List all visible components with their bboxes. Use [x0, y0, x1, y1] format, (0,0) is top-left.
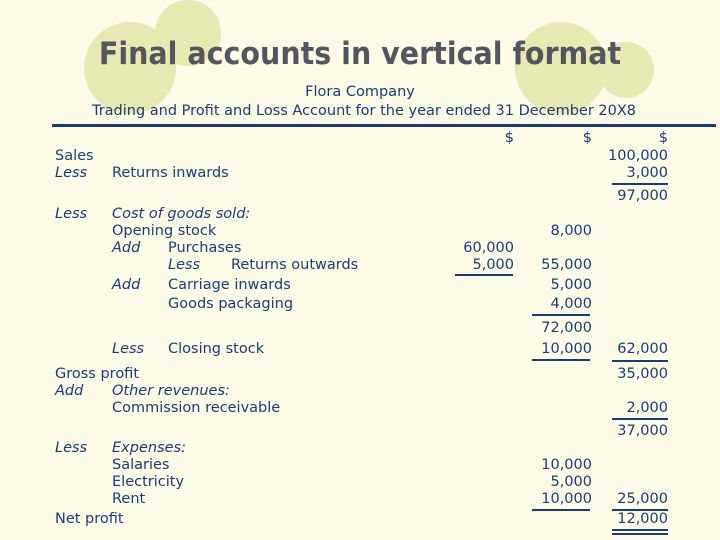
less-label: Less	[112, 341, 145, 357]
less-label: Less	[55, 165, 88, 181]
column-header-1: $	[504, 130, 514, 146]
opening-stock-amount: 8,000	[550, 223, 592, 239]
header-rule	[52, 124, 716, 127]
company-name: Flora Company	[305, 84, 415, 100]
returns-outwards-label: Returns outwards	[231, 257, 359, 273]
other-revenues-label: Other revenues:	[112, 383, 230, 399]
salaries-label: Salaries	[112, 457, 170, 473]
opening-stock-label: Opening stock	[112, 223, 217, 239]
purchases-amount: 60,000	[463, 240, 514, 256]
total-line	[455, 274, 513, 276]
double-underline	[612, 533, 668, 535]
total-line	[532, 314, 590, 316]
less-label: Less	[168, 257, 201, 273]
gross-profit-label: Gross profit	[55, 366, 140, 382]
statement-title: Trading and Profit and Loss Account for the year ended 31 December 20X8	[91, 103, 636, 119]
sales-amount: 100,000	[608, 148, 668, 164]
purchases-label: Purchases	[168, 240, 242, 256]
net-profit-amount: 12,000	[617, 511, 668, 527]
double-underline	[612, 529, 668, 531]
gross-profit-amount: 35,000	[617, 366, 668, 382]
less-label: Less	[55, 206, 88, 222]
returns-outwards-amount: 5,000	[472, 257, 514, 273]
commission-receivable-label: Commission receivable	[112, 400, 281, 416]
returns-inwards-amount: 3,000	[626, 165, 668, 181]
commission-receivable-amount: 2,000	[626, 400, 668, 416]
cogs-total-amount: 62,000	[617, 341, 668, 357]
cogs-label: Cost of goods sold:	[112, 206, 251, 222]
sales-label: Sales	[55, 148, 94, 164]
carriage-inwards-amount: 5,000	[550, 277, 592, 293]
returns-inwards-label: Returns inwards	[112, 165, 229, 181]
carriage-inwards-label: Carriage inwards	[168, 277, 291, 293]
page-title: Final accounts in vertical format	[98, 36, 622, 72]
total-line	[532, 359, 590, 361]
column-header-3: $	[658, 130, 668, 146]
total-after-revenues-amount: 37,000	[617, 423, 668, 439]
total-line	[612, 183, 668, 185]
expenses-total-amount: 25,000	[617, 491, 668, 507]
net-profit-label: Net profit	[55, 511, 124, 527]
electricity-amount: 5,000	[550, 474, 592, 490]
expenses-label: Expenses:	[112, 440, 186, 456]
goods-packaging-label: Goods packaging	[168, 296, 294, 312]
subtotal-amount: 72,000	[541, 320, 592, 336]
add-label: Add	[112, 277, 141, 293]
rent-amount: 10,000	[541, 491, 592, 507]
rent-label: Rent	[112, 491, 146, 507]
add-label: Add	[112, 240, 141, 256]
salaries-amount: 10,000	[541, 457, 592, 473]
closing-stock-label: Closing stock	[168, 341, 265, 357]
column-header-2: $	[582, 130, 592, 146]
closing-stock-amount: 10,000	[541, 341, 592, 357]
less-label: Less	[55, 440, 88, 456]
goods-packaging-amount: 4,000	[550, 296, 592, 312]
net-purchases-amount: 55,000	[541, 257, 592, 273]
electricity-label: Electricity	[112, 474, 185, 490]
add-label: Add	[55, 383, 84, 399]
net-sales-amount: 97,000	[617, 188, 668, 204]
total-line	[612, 360, 668, 362]
total-line	[612, 418, 668, 420]
total-line	[532, 509, 590, 511]
